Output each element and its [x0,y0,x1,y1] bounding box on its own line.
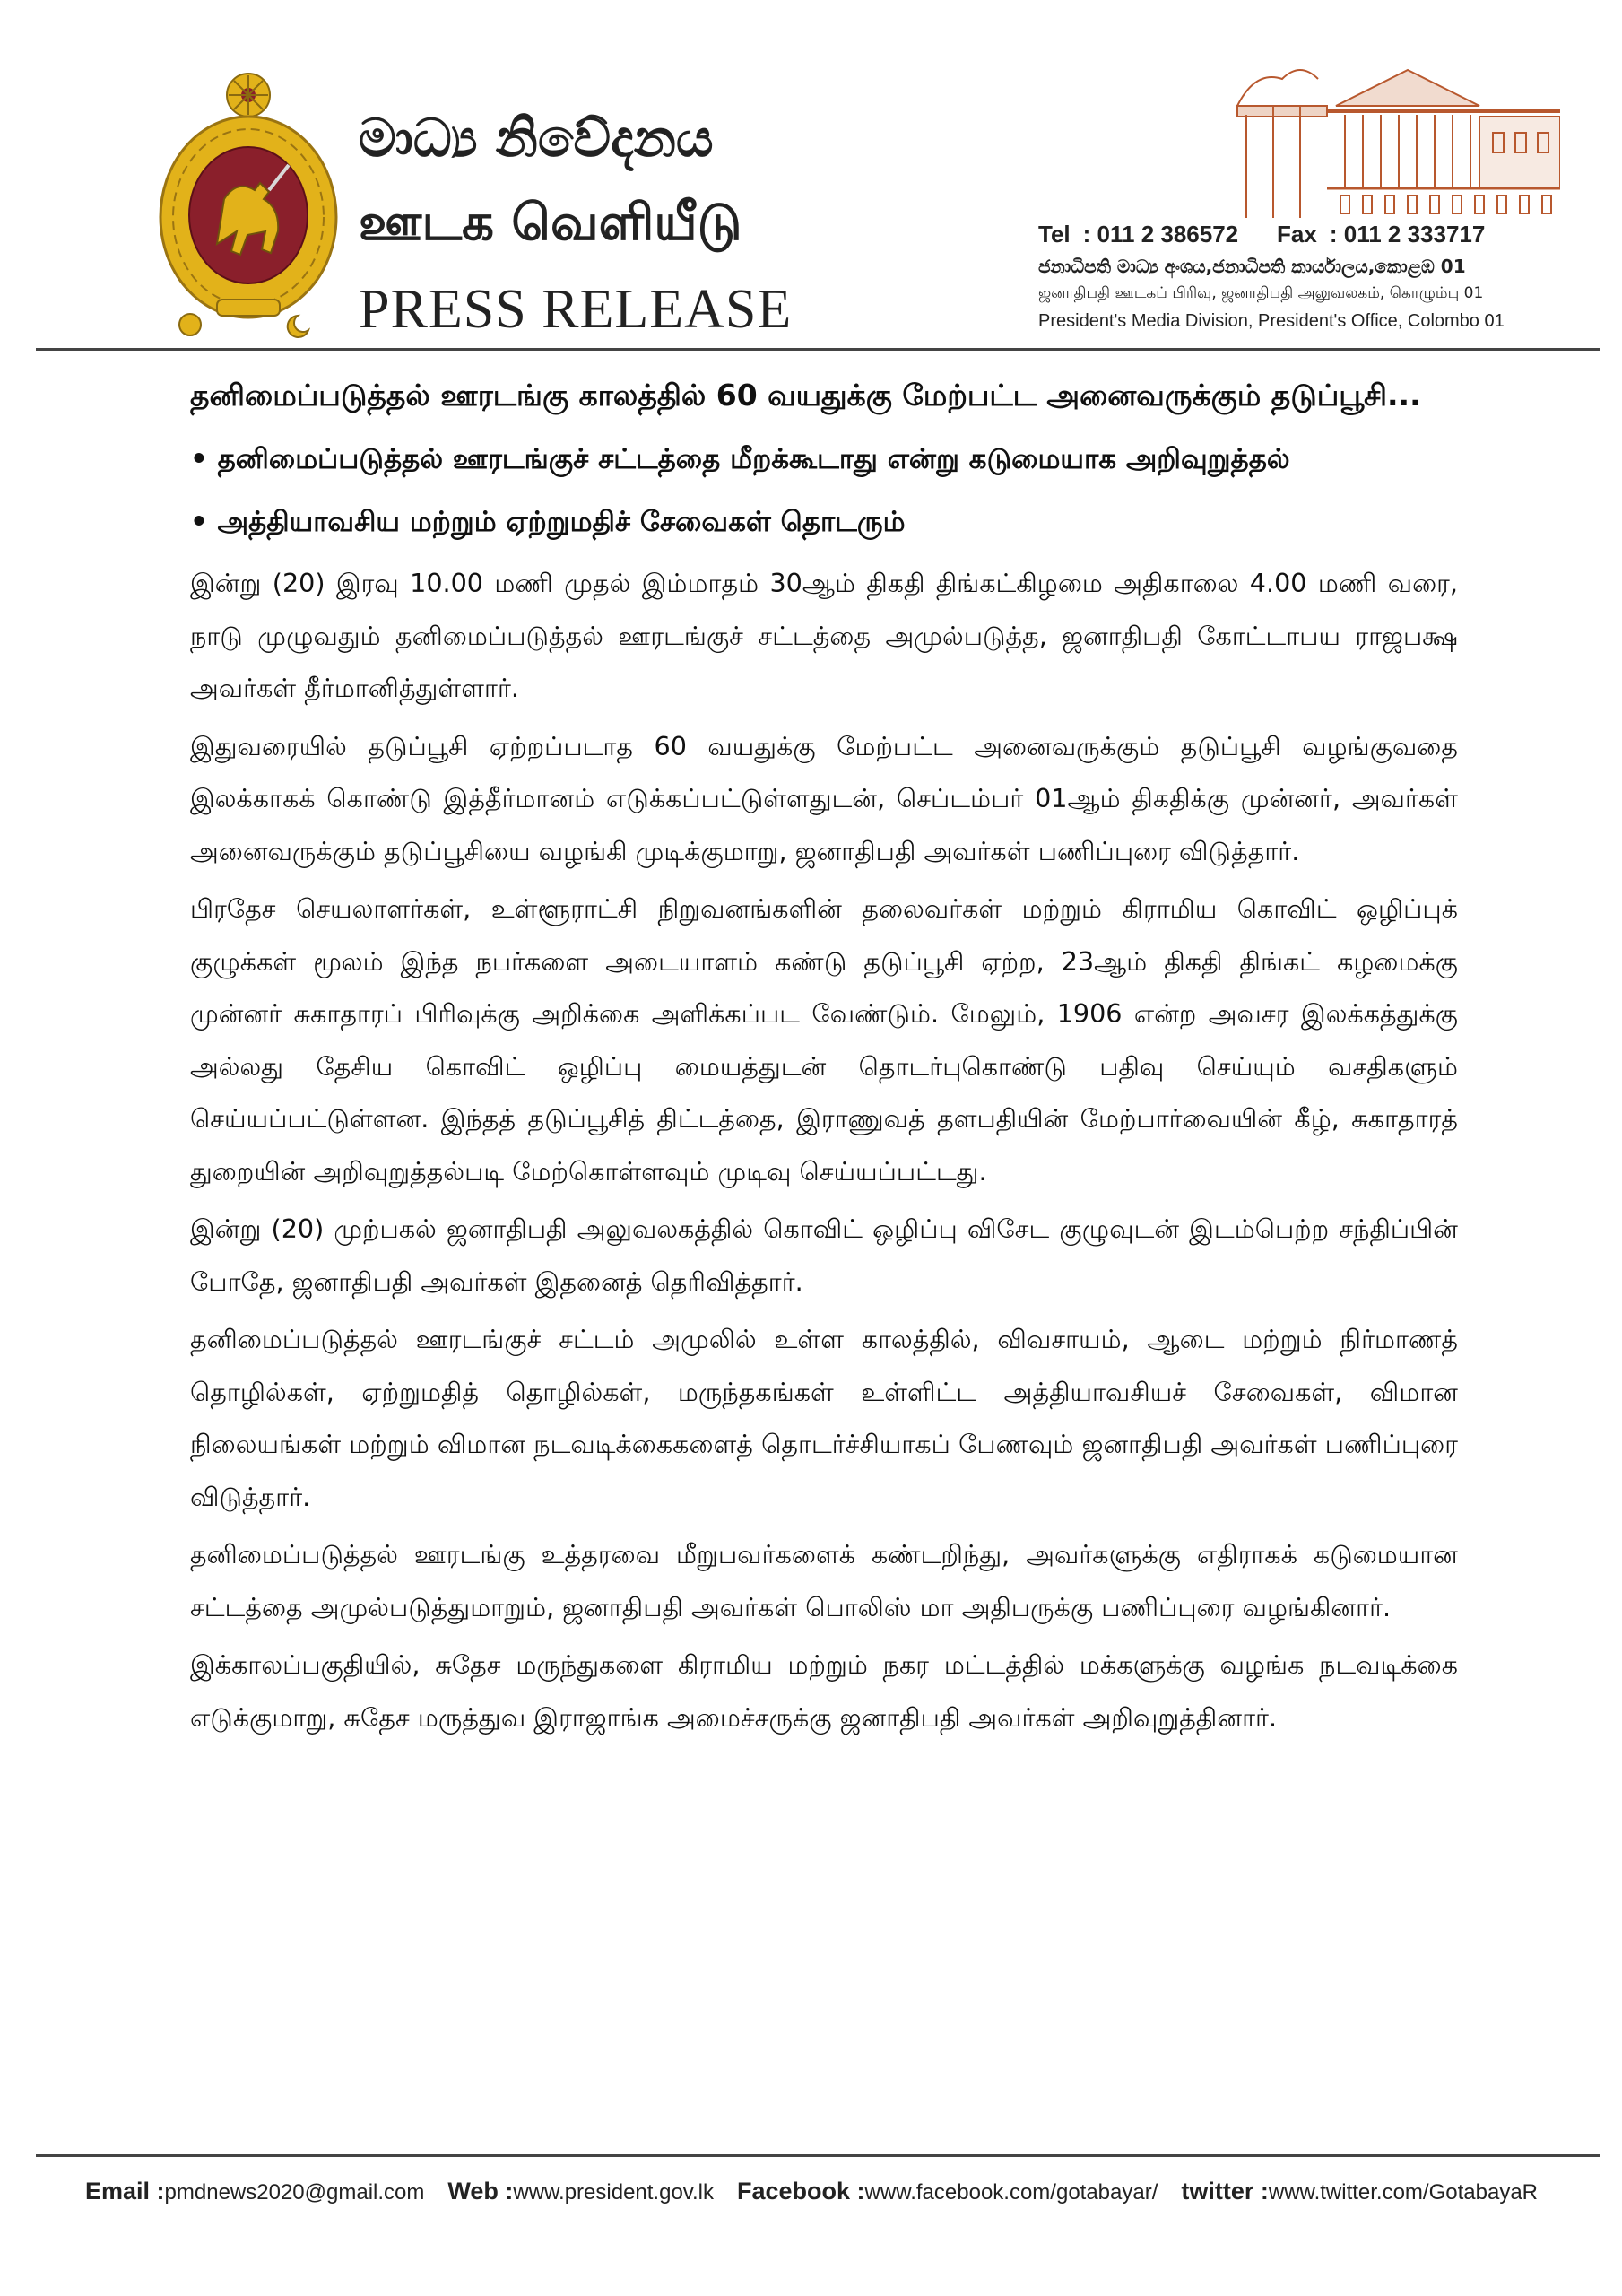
facebook-link[interactable]: www.facebook.com/gotabayar/ [864,2180,1158,2205]
article-body [190,366,1458,1749]
title-tamil: ஊடக வெளியீடு [359,193,742,252]
email-label: Email : [85,2178,165,2205]
footer-divider [36,2154,1600,2157]
paragraph-4: இன்று (20) முற்பகல் ஜனாதிபதி அலுவலகத்தில் கொவிட் ஒழிப்பு விசேட குழுவுடன் இடம்பெற்ற சந்திப்பின் போதே, ஜனாதிபதி அவர்கள் இதனைத் தெரிவித்தார். [190,1213,1458,1297]
fax-value: : 011 2 333717 [1329,221,1486,248]
tel-value: : 011 2 386572 [1082,221,1239,248]
twitter-link[interactable]: www.twitter.com/GotabayaR [1268,2180,1538,2205]
paragraph-7: இக்காலப்பகுதியில், சுதேச மருந்துகளை கிராமிய மற்றும் நகர மட்டத்தில் மக்களுக்கு வழங்க நடவடிக்கை எடுக்குமாறு, சுதேச மருத்துவ இராஜாங்க அமைச்சருக்கு ஜனாதிபதி அவர்கள் அறிவுறுத்தினார். [190,1649,1458,1733]
contact-block [1038,221,1576,332]
fax-label: Fax [1277,221,1317,248]
web-link[interactable]: www.president.gov.lk [513,2180,715,2205]
sri-lanka-emblem-icon [154,65,343,343]
facebook-label: Facebook : [737,2178,865,2205]
tel-fax-line [1038,221,1576,248]
tel-label: Tel [1038,221,1071,248]
title-sinhala: මාධ්‍ය නිවේදනය [359,108,714,169]
paragraph-6: தனிமைப்படுத்தல் ஊரடங்கு உத்தரவை மீறுபவர்களைக் கண்டறிந்து, அவர்களுக்கு எதிராகக் கடுமையான சட்டத்தை அமுல்படுத்துமாறும், ஜனாதிபதி அவர்கள் பொலிஸ் மா அதிபருக்கு பணிப்புரை வழங்கினார். [190,1539,1458,1622]
address-english: President's Media Division, President's Office, Colombo 01 [1038,311,1505,331]
article-bullet-1: • தனிமைப்படுத்தல் ஊரடங்குச் சட்டத்தை மீறக்கூடாது என்று கடுமையாக அறிவுறுத்தல் [190,443,1290,475]
paragraph-3: பிரதேச செயலாளர்கள், உள்ளூராட்சி நிறுவனங்களின் தலைவர்கள் மற்றும் கிராமிய கொவிட் ஒழிப்புக் குழுக்கள் மூலம் இந்த நபர்களை அடையாளம் கண்டு தடுப்பூசி ஏற்ற, 23ஆம் திகதி திங்கட் கழமைக்கு முன்னர் சுகாதாரப் பிரிவுக்கு அறிக்கை அளிக்கப்பட வேண்டும். மேலும், 1906 என்ற அவசர இலக்கத்துக்கு அல்லது தேசிய கொவிட் ஒழிப்பு மையத்துடன் தொடர்புகொண்டு பதிவு செய்யும் வசதிகளும் செய்யப்பட்டுள்ளன. இந்தத் தடுப்பூசித் திட்டத்தை, இராணுவத் தளபதியின் மேற்பார்வையின் கீழ், சுகாதாரத் துறையின் அறிவுறுத்தல்படி மேற்கொள்ளவும் முடிவு செய்யப்பட்டது. [190,893,1458,1187]
article-headline: தனிமைப்படுத்தல் ஊரடங்கு காலத்தில் 60 வயதுக்கு மேற்பட்ட அனைவருக்கும் தடுப்பூசி... [190,378,1421,413]
title-english: PRESS RELEASE [359,279,793,340]
presidential-secretariat-building-icon [1228,52,1560,218]
article-bullet-2: • அத்தியாவசிய மற்றும் ஏற்றுமதிச் சேவைகள் தொடரும் [190,506,906,538]
footer-contacts [85,2178,1565,2205]
twitter-label: twitter : [1181,2178,1269,2205]
header-divider [36,348,1600,351]
paragraph-2: இதுவரையில் தடுப்பூசி ஏற்றப்படாத 60 வயதுக்கு மேற்பட்ட அனைவருக்கும் தடுப்பூசி வழங்குவதை இலக்காகக் கொண்டு இத்தீர்மானம் எடுக்கப்பட்டுள்ளதுடன், செப்டம்பர் 01ஆம் திகதிக்கு முன்னர், அவர்கள் அனைவருக்கும் தடுப்பூசியை வழங்கி முடிக்குமாறு, ஜனாதிபதி அவர்கள் பணிப்புரை விடுத்தார். [190,730,1458,866]
email-link[interactable]: pmdnews2020@gmail.com [164,2180,425,2205]
web-label: Web : [447,2178,514,2205]
paragraph-5: தனிமைப்படுத்தல் ஊரடங்குச் சட்டம் அமுலில் உள்ள காலத்தில், விவசாயம், ஆடை மற்றும் நிர்மாணத் தொழில்கள், ஏற்றுமதித் தொழில்கள், மருந்தகங்கள் உள்ளிட்ட அத்தியாவசியச் சேவைகள், விமான நிலையங்கள் மற்றும் விமான நடவடிக்கைகளைத் தொடர்ச்சியாகப் பேணவும் ஜனாதிபதி அவர்கள் பணிப்புரை விடுத்தார். [190,1324,1458,1512]
paragraph-1: இன்று (20) இரவு 10.00 மணி முதல் இம்மாதம் 30ஆம் திகதி திங்கட்கிழமை அதிகாலை 4.00 மணி வரை, நாடு முழுவதும் தனிமைப்படுத்தல் ஊரடங்குச் சட்டத்தை அமுல்படுத்த, ஜனாதிபதி கோட்டாபய ராஜபக்ஷ அவர்கள் தீர்மானித்துள்ளார். [190,568,1458,703]
address-sinhala: ජනාධිපති මාධ්‍ය අංශය,ජනාධිපති කාර්යාලය,කොළඹ 01 [1038,256,1466,277]
address-tamil: ஜனாதிபதி ஊடகப் பிரிவு, ஜனாதிபதி அலுவலகம், கொழும்பு 01 [1038,284,1484,302]
